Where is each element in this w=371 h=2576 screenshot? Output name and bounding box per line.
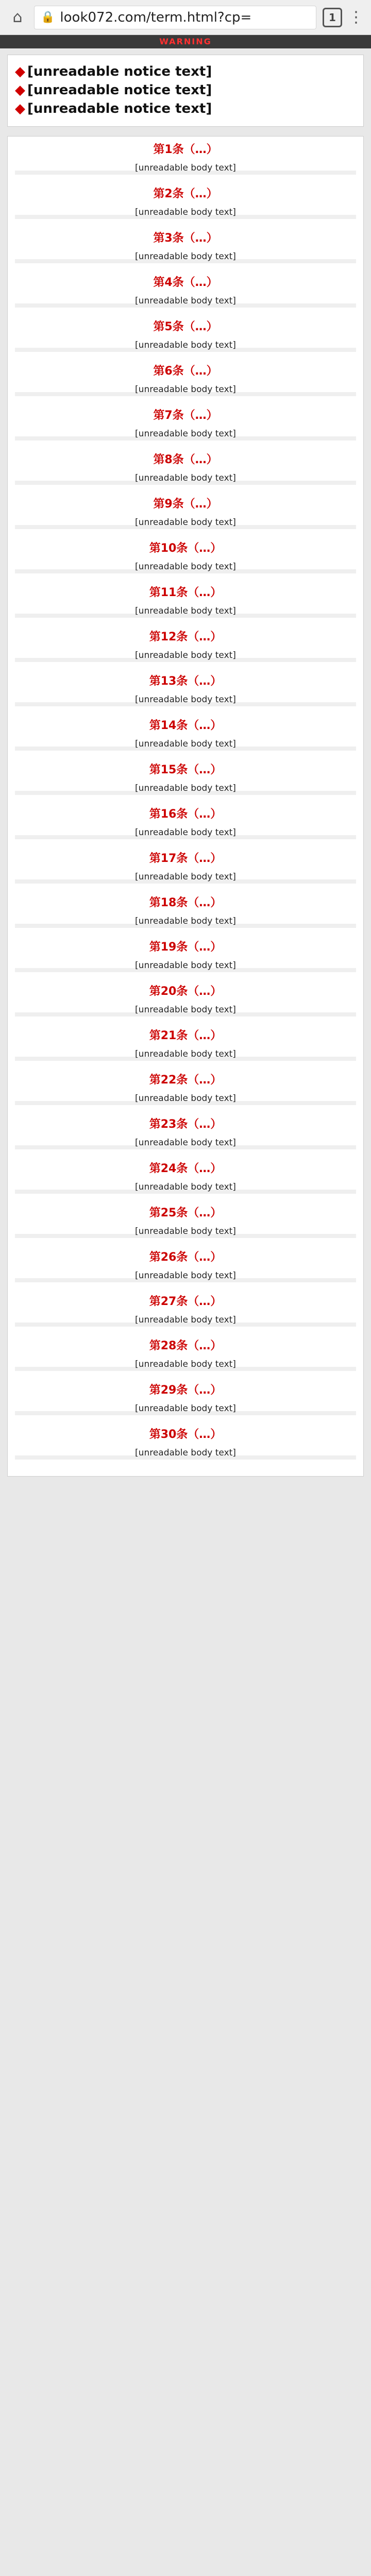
diamond-icon: ◆ (15, 101, 25, 116)
terms-content (0, 48, 371, 2576)
warning-banner (0, 35, 371, 48)
article (15, 1249, 356, 1282)
article-heading: 第5条（…） (153, 320, 218, 333)
article-heading: 第14条（…） (149, 719, 222, 732)
article-heading: 第16条（…） (149, 808, 222, 821)
article (15, 1161, 356, 1194)
article (15, 1116, 356, 1149)
article-body: [unreadable body text] (15, 649, 356, 662)
article (15, 806, 356, 839)
article (15, 1072, 356, 1105)
article-body: [unreadable body text] (15, 1180, 356, 1194)
more-vert-icon[interactable]: ⋮ (348, 8, 364, 26)
article (15, 186, 356, 219)
article (15, 230, 356, 263)
article-body: [unreadable body text] (15, 427, 356, 440)
article-body: [unreadable body text] (15, 294, 356, 308)
article-heading: 第4条（…） (153, 276, 218, 289)
article-body: [unreadable body text] (15, 560, 356, 573)
article-body: [unreadable body text] (15, 870, 356, 884)
article (15, 452, 356, 485)
diamond-icon: ◆ (15, 82, 25, 98)
article-heading: 第30条（…） (149, 1428, 222, 1441)
warning-banner-text: WARNING (159, 37, 212, 46)
article-heading: 第22条（…） (149, 1074, 222, 1087)
article-heading: 第29条（…） (149, 1384, 222, 1397)
article-heading: 第11条（…） (149, 586, 222, 599)
article (15, 142, 356, 175)
tab-switcher-button[interactable] (323, 8, 342, 27)
notice-line (15, 99, 356, 118)
article (15, 319, 356, 352)
article (15, 895, 356, 928)
article-heading: 第13条（…） (149, 675, 222, 688)
article-heading: 第24条（…） (149, 1162, 222, 1175)
article-body: [unreadable body text] (15, 516, 356, 529)
article (15, 540, 356, 573)
article-body: [unreadable body text] (15, 1136, 356, 1149)
address-bar[interactable] (34, 6, 316, 29)
article-body: [unreadable body text] (15, 383, 356, 396)
article-body: [unreadable body text] (15, 1269, 356, 1282)
article-heading: 第25条（…） (149, 1207, 222, 1219)
article-body: [unreadable body text] (15, 1225, 356, 1238)
article-body: [unreadable body text] (15, 1313, 356, 1327)
article (15, 1382, 356, 1415)
article-heading: 第15条（…） (149, 764, 222, 776)
article (15, 939, 356, 972)
article-heading: 第3条（…） (153, 232, 218, 245)
article-heading: 第18条（…） (149, 896, 222, 909)
home-icon[interactable]: ⌂ (12, 8, 23, 26)
article (15, 718, 356, 751)
article-body: [unreadable body text] (15, 782, 356, 795)
article-heading: 第19条（…） (149, 941, 222, 954)
notice-text: [unreadable notice text] (27, 82, 212, 98)
diamond-icon: ◆ (15, 64, 25, 79)
notice-line (15, 62, 356, 81)
article-body: [unreadable body text] (15, 206, 356, 219)
article-body: [unreadable body text] (15, 1003, 356, 1016)
article-body: [unreadable body text] (15, 914, 356, 928)
article-body: [unreadable body text] (15, 959, 356, 972)
article (15, 496, 356, 529)
article (15, 408, 356, 440)
article-body: [unreadable body text] (15, 1402, 356, 1415)
notice-text: [unreadable notice text] (27, 101, 212, 116)
article-body: [unreadable body text] (15, 1358, 356, 1371)
article-body: [unreadable body text] (15, 604, 356, 618)
article-body: [unreadable body text] (15, 1047, 356, 1061)
notice-text: [unreadable notice text] (27, 64, 212, 79)
article-heading: 第23条（…） (149, 1118, 222, 1131)
tab-count-label: 1 (329, 11, 336, 24)
article (15, 1205, 356, 1238)
article-heading: 第21条（…） (149, 1029, 222, 1042)
article-heading: 第9条（…） (153, 498, 218, 511)
article (15, 585, 356, 618)
article (15, 1028, 356, 1061)
browser-toolbar (0, 0, 371, 35)
article (15, 1294, 356, 1327)
article (15, 363, 356, 396)
article-body: [unreadable body text] (15, 737, 356, 751)
article (15, 629, 356, 662)
article (15, 851, 356, 884)
article-body: [unreadable body text] (15, 471, 356, 485)
article (15, 984, 356, 1016)
article-body: [unreadable body text] (15, 1446, 356, 1460)
notice-line (15, 81, 356, 99)
article-body: [unreadable body text] (15, 161, 356, 175)
article-heading: 第7条（…） (153, 409, 218, 422)
article-body: [unreadable body text] (15, 338, 356, 352)
article-body: [unreadable body text] (15, 693, 356, 706)
article (15, 275, 356, 308)
article-body: [unreadable body text] (15, 250, 356, 263)
article-heading: 第8条（…） (153, 453, 218, 466)
article-heading: 第20条（…） (149, 985, 222, 998)
article (15, 1338, 356, 1371)
article-heading: 第27条（…） (149, 1295, 222, 1308)
notice-block (7, 55, 364, 127)
articles-panel (7, 136, 364, 1477)
article-body: [unreadable body text] (15, 826, 356, 839)
article-heading: 第28条（…） (149, 1340, 222, 1352)
article-heading: 第10条（…） (149, 542, 222, 555)
lock-icon: 🔒 (41, 11, 55, 24)
article (15, 1427, 356, 1460)
article-heading: 第1条（…） (153, 143, 218, 156)
article-heading: 第12条（…） (149, 631, 222, 643)
article-heading: 第6条（…） (153, 365, 218, 378)
article-heading: 第26条（…） (149, 1251, 222, 1264)
url-text: look072.com/term.html?cp= (60, 9, 252, 25)
article-heading: 第17条（…） (149, 852, 222, 865)
article (15, 762, 356, 795)
article-heading: 第2条（…） (153, 188, 218, 200)
article (15, 673, 356, 706)
article-body: [unreadable body text] (15, 1092, 356, 1105)
